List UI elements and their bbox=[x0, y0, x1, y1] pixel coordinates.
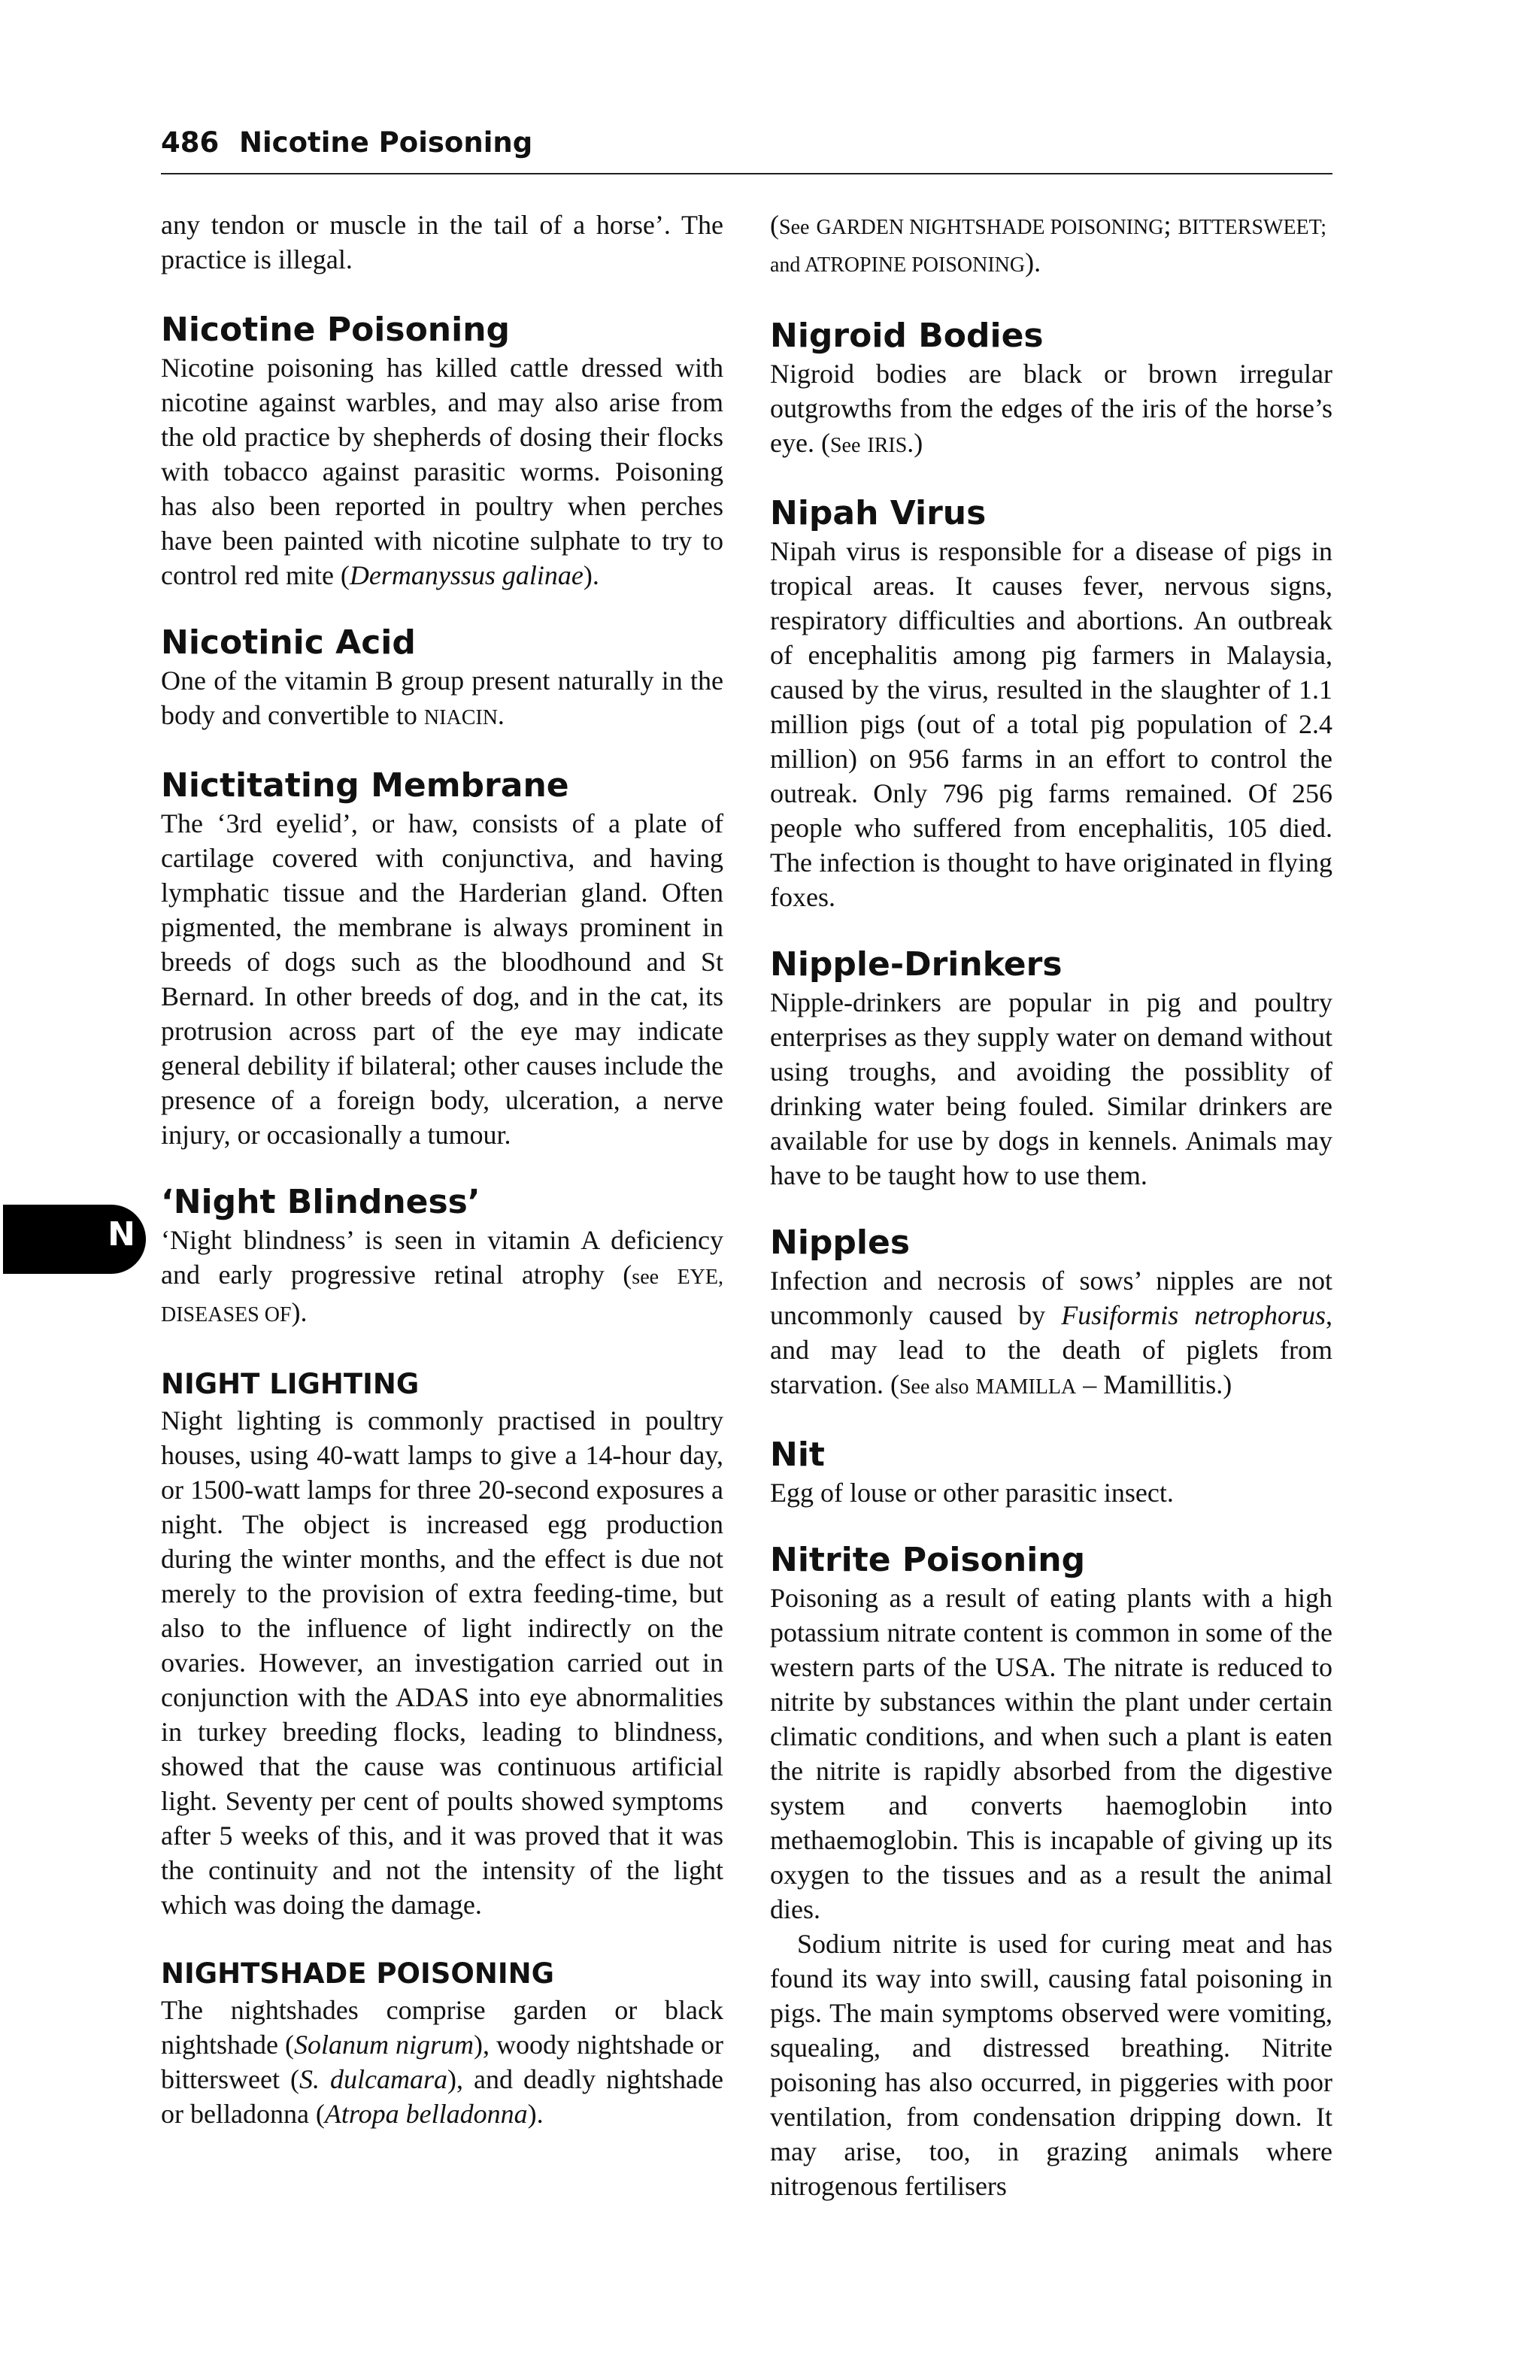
left-column bbox=[161, 208, 723, 2131]
body-text: ), woody nightshade or bittersweet ( bbox=[161, 2030, 723, 2094]
body-text: ; and bbox=[770, 216, 1326, 277]
page-number: 486 bbox=[161, 126, 220, 159]
entry-heading: Nicotine Poisoning bbox=[161, 311, 511, 349]
see-label: see bbox=[632, 1266, 659, 1289]
entry-nigroid-bodies bbox=[770, 316, 1332, 463]
entry-body: Night lighting is commonly practised in poultry houses, using 40-watt lamps to give a 14-hour day, or 1500-watt lamps for three 20-second exposures a night. The object is increased egg production during the winter months, and the effect is due not merely to the provision of extra feeding-time, but also to the influence of light indirectly on the ovaries. However, an investigation carried out in conjunction with the ADAS into eye abnormalities in turkey breeding flocks, leading to blindness, showed that the cause was continuous artificial light. Seventy per cent of poults showed symptoms after 5 weeks of this, and it was proved that it was the continuity and not the intensity of the light which was doing the damage. bbox=[161, 1405, 723, 1920]
entry-nitrite-poisoning bbox=[770, 1540, 1332, 2203]
body-text: . bbox=[497, 700, 505, 730]
cross-reference[interactable]: BITTERSWEET bbox=[1178, 216, 1321, 239]
entry-nightshade-poisoning bbox=[161, 1955, 723, 2131]
entry-heading: NIGHT LIGHTING bbox=[161, 1368, 420, 1400]
body-text: Infection and necrosis of sows’ nipples are not uncommonly caused by bbox=[770, 1266, 1332, 1330]
entry-nipples bbox=[770, 1223, 1332, 1405]
running-header bbox=[161, 126, 1332, 174]
cross-reference[interactable]: GARDEN NIGHTSHADE POISONING bbox=[816, 216, 1164, 239]
cross-reference[interactable]: IRIS bbox=[867, 434, 908, 457]
body-text: , and may lead to the death of piglets from starvation. ( bbox=[770, 1300, 1332, 1399]
entry-heading: Nicotinic Acid bbox=[161, 623, 416, 662]
running-title: Nicotine Poisoning bbox=[239, 126, 533, 159]
entry-heading: Nigroid Bodies bbox=[770, 317, 1044, 355]
body-text: ). bbox=[1025, 247, 1041, 277]
entry-body: Egg of louse or other parasitic insect. bbox=[770, 1478, 1174, 1508]
entry-body bbox=[161, 1993, 723, 2131]
body-text: ( bbox=[770, 210, 779, 240]
entry-body bbox=[161, 350, 723, 593]
cross-reference[interactable]: EYE, DISEASES OF bbox=[161, 1266, 723, 1326]
entry-nipple-drinkers bbox=[770, 944, 1332, 1193]
body-text: Nigroid bodies are black or brown irregular outgrowths from the edges of the iris of the horse’s eye. ( bbox=[770, 359, 1332, 458]
cross-reference[interactable]: NIACIN bbox=[423, 706, 498, 729]
cross-reference[interactable]: ATROPINE POISONING bbox=[804, 253, 1026, 277]
body-text: ). bbox=[527, 2099, 544, 2129]
body-text: – Mamillitis.) bbox=[1076, 1369, 1232, 1399]
cross-reference[interactable]: MAMILLA bbox=[975, 1375, 1077, 1399]
entry-night-blindness bbox=[161, 1182, 723, 1332]
body-text: ), and deadly nightshade or belladonna ( bbox=[161, 2064, 723, 2129]
entry-body: Poisoning as a result of eating plants with a high potassium nitrate content is common in some of the western parts of the USA. The nitrate is reduced to nitrite by substances within the plant under certain climatic conditions, and when such a plant is eaten the nitrite is rapidly absorbed from the digestive system and converts haemoglobin into methaemoglobin. This is incapable of giving up its oxygen to the tissues and as a result the animal dies. bbox=[770, 1583, 1332, 1924]
entry-heading: Nipple-Drinkers bbox=[770, 945, 1063, 984]
body-text: One of the vitamin B group present naturally in the body and convertible to bbox=[161, 665, 723, 730]
entry-heading: ‘Night Blindness’ bbox=[161, 1183, 480, 1221]
entry-heading: Nitrite Poisoning bbox=[770, 1541, 1086, 1579]
entry-heading: Nipah Virus bbox=[770, 494, 987, 532]
see-label: See bbox=[829, 434, 861, 457]
entry-body: The ‘3rd eyelid’, or haw, consists of a plate of cartilage covered with conjunctiva, and having lymphatic tissue and the Harderian gland. Often pigmented, the membrane is always prominent in breeds of dogs such as the bloodhound and St Bernard. In other breeds of dog, and in the cat, its protrusion across part of the eye may indicate general debility if bilateral; other causes include the presence of a foreign body, ulceration, a nerve injury, or occasionally a tumour. bbox=[161, 808, 723, 1150]
body-text: Nicotine poisoning has killed cattle dressed with nicotine against warbles, and may also arise from the old practice by shepherds of dosing their flocks with tobacco against parasitic worms. Poisoning has also been reported in poultry when perches have been painted with nicotine sulphate to try to control red mite ( bbox=[161, 353, 723, 590]
entry-body: Nipple-drinkers are popular in pig and poultry enterprises as they supply water on demand without using troughs, and avoiding the possiblity of drinking water being fouled. Similar drinkers are available for use by dogs in kennels. Animals may have to be taught how to use them. bbox=[770, 987, 1332, 1190]
entry-body bbox=[161, 1223, 723, 1332]
species-name: Solanum nigrum bbox=[293, 2030, 474, 2060]
body-text: ). bbox=[291, 1297, 308, 1327]
continued-entry-text: any tendon or muscle in the tail of a horse’. The practice is illegal. bbox=[161, 210, 723, 274]
species-name: Fusiformis netrophorus bbox=[1061, 1300, 1326, 1330]
right-column bbox=[770, 208, 1332, 2203]
entry-heading: Nictitating Membrane bbox=[161, 766, 569, 805]
entry-heading: Nipples bbox=[770, 1223, 911, 1262]
see-label: See also bbox=[899, 1375, 969, 1399]
entry-body bbox=[161, 663, 723, 735]
entry-nipah-virus bbox=[770, 493, 1332, 914]
continued-entry-text bbox=[770, 208, 1332, 283]
body-text: ‘Night blindness’ is seen in vitamin A deficiency and early progressive retinal atrophy ( bbox=[161, 1225, 723, 1290]
body-text: ). bbox=[583, 560, 599, 590]
entry-night-lighting bbox=[161, 1366, 723, 1922]
entry-body: Nipah virus is responsible for a disease of pigs in tropical areas. It causes fever, nervous signs, respiratory difficulties and abortions. An outbreak of encephalitis among pig farmers in Malaysia, caused by the virus, resulted in the slaughter of 1.1 million pigs (out of a total pig population of 2.4 million) on 956 farms in an effort to control the outreak. Only 796 pig farms remained. Of 256 people who suffered from encephalitis, 105 died. The infection is thought to have originated in flying foxes. bbox=[770, 536, 1332, 912]
body-text: .) bbox=[907, 428, 923, 458]
entry-heading: NIGHTSHADE POISONING bbox=[161, 1957, 554, 1990]
species-name: Atropa belladonna bbox=[324, 2099, 528, 2129]
entry-nicotinic-acid bbox=[161, 623, 723, 735]
entry-body bbox=[770, 356, 1332, 463]
entry-body: Sodium nitrite is used for curing meat and has found its way into swill, causing fatal poisoning in pigs. The main symptoms observed were vomiting, squealing, and distressed breathing. Nitrite poisoning has also occurred, in piggeries with poor ventilation, from condensation dripping down. It may arise, too, in grazing animals where nitrogenous fertilisers bbox=[770, 1929, 1332, 2201]
body-text: The nightshades comprise garden or black nightshade ( bbox=[161, 1995, 723, 2060]
see-label: See bbox=[779, 216, 810, 239]
entry-nit bbox=[770, 1435, 1332, 1510]
entry-nictitating-membrane bbox=[161, 766, 723, 1152]
entry-nicotine-poisoning bbox=[161, 310, 723, 593]
thumb-index-tab bbox=[3, 1205, 146, 1274]
thumb-index-letter: N bbox=[108, 1215, 135, 1254]
species-name: Dermanyssus galinae bbox=[349, 560, 584, 590]
body-text: ; bbox=[1163, 210, 1178, 240]
entry-body bbox=[770, 1263, 1332, 1405]
entry-heading: Nit bbox=[770, 1436, 825, 1474]
species-name: S. dulcamara bbox=[299, 2064, 447, 2094]
